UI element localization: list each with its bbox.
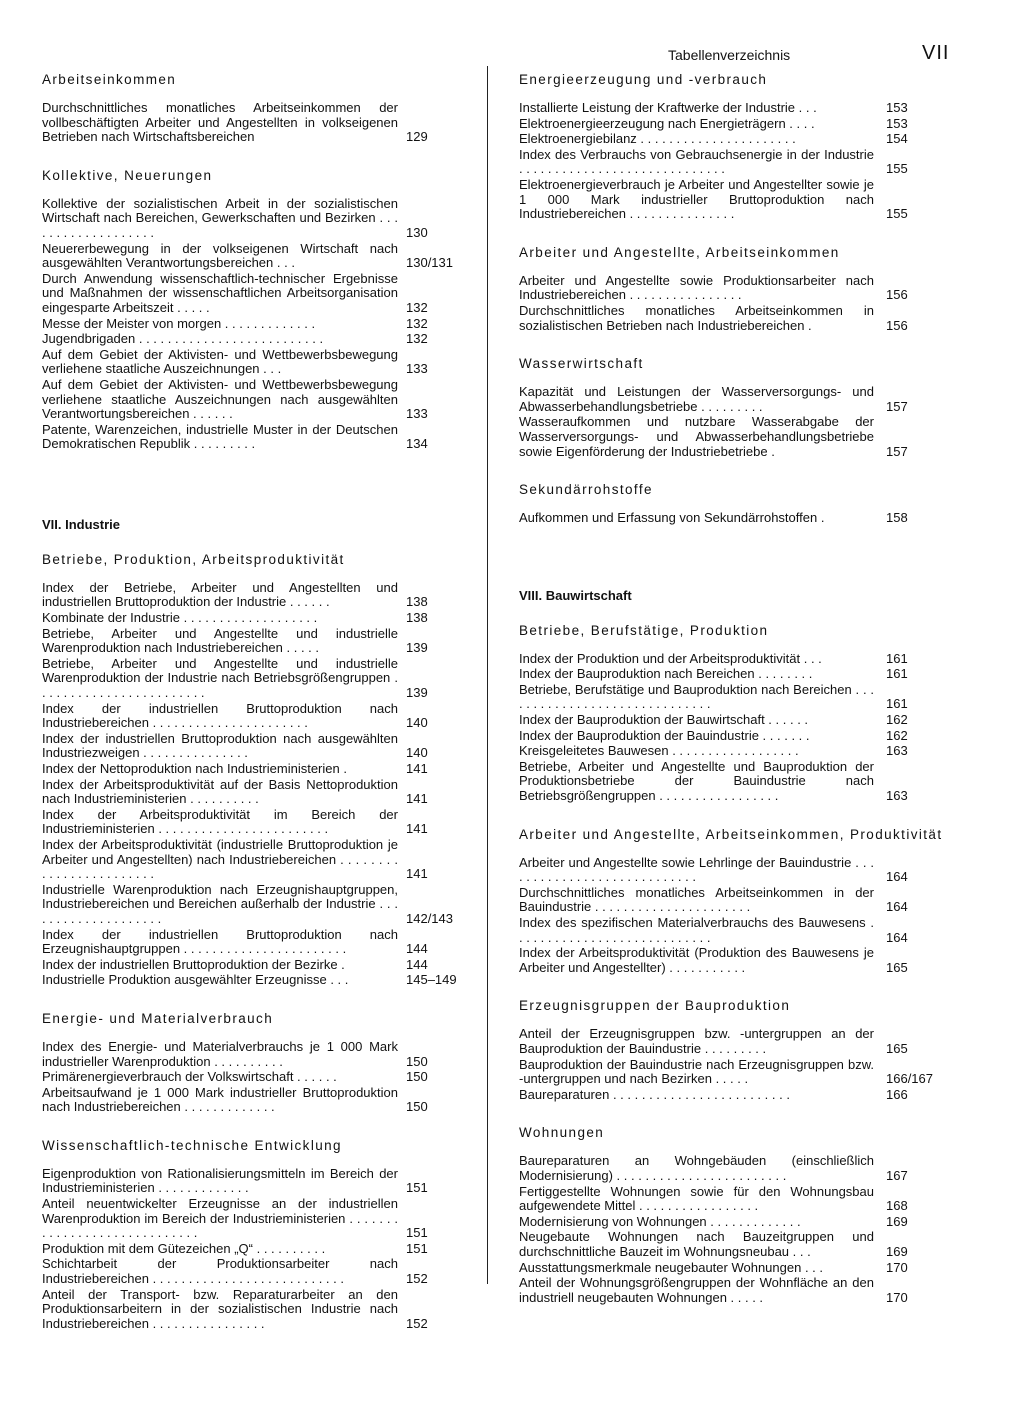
entry-page-ref: 169 <box>886 1243 908 1259</box>
entry-page-ref: 151 <box>406 1225 428 1241</box>
toc-entry <box>519 415 944 459</box>
toc-entry <box>42 958 472 973</box>
section-spacer <box>519 976 944 984</box>
running-header-title: Tabellenverzeichnis <box>668 47 791 63</box>
entry-page-ref: 151 <box>406 1240 428 1256</box>
section-heading: Wasserwirtschaft <box>519 356 644 372</box>
entry-title: Bauproduktion der Bauindustrie nach Erzeugnisgruppen bzw. -untergruppen und nach Bezirken . . . . . <box>519 1056 874 1087</box>
toc-entry <box>519 1261 944 1276</box>
toc-entry <box>42 732 472 761</box>
toc-entry <box>519 744 944 759</box>
entry-page-ref: 166 <box>886 1086 908 1102</box>
toc-entry <box>519 117 944 132</box>
entry-title: Anteil neuentwickelter Erzeugnisse an der industriellen Warenproduktion im Bereich der Industrieministerien . . . . . . . . . . . . . . . . . . . . . . . . . . . . . <box>42 1196 398 1241</box>
toc-entry <box>42 1242 472 1257</box>
toc-entry <box>42 778 472 807</box>
section-heading: Arbeiter und Angestellte, Arbeitseinkommen, Produktivität <box>519 826 943 842</box>
entry-title: Kreisgeleitetes Bauwesen . . . . . . . . . . . . . . . . . . <box>519 743 799 759</box>
entry-title: Kollektive der sozialistischen Arbeit in der sozialistischen Wirtschaft nach Bereichen, Gewerkschaften und Bezirken . . . . . . . . . . . . . . . . . . . <box>42 195 398 240</box>
entry-page-ref: 163 <box>886 788 908 804</box>
toc-section <box>519 1125 944 1314</box>
toc-section <box>42 1138 472 1341</box>
toc-entry <box>519 1215 944 1230</box>
entry-title: Auf dem Gebiet der Aktivisten- und Wettbewerbsbewegung verliehene staatliche Auszeichnungen nach ausgewählten Verantwortungsbereichen . . . . . . <box>42 376 398 422</box>
toc-entry <box>519 132 944 147</box>
entry-title: Betriebe, Arbeiter und Angestellte und industrielle Warenproduktion der Industrie nach Betriebsgrößengruppen . . . . . . . . . . . . . . . . . . . . . . . . <box>42 655 398 701</box>
entry-page-ref: 144 <box>406 941 428 957</box>
part-heading: VII. Industrie <box>42 516 121 532</box>
toc-entry <box>42 808 472 837</box>
toc-entry <box>519 1088 944 1103</box>
toc-entry <box>519 1027 944 1056</box>
toc-entry <box>42 348 472 377</box>
toc-entry <box>519 856 944 885</box>
entry-title: Index der Bauproduktion der Bauwirtschaft . . . . . . <box>519 712 809 728</box>
toc-entry <box>42 581 472 610</box>
entry-page-ref: 155 <box>886 206 908 222</box>
toc-entry <box>519 667 944 682</box>
toc-entry <box>42 1070 472 1085</box>
entry-title: Auf dem Gebiet der Aktivisten- und Wettbewerbsbewegung verliehene staatliche Auszeichnungen . . . <box>42 346 398 377</box>
toc-entry <box>519 385 944 414</box>
section-spacer <box>42 1116 472 1124</box>
entry-title: Index der Produktion und der Arbeitsproduktivität . . . <box>519 650 822 666</box>
toc-entry <box>42 317 472 332</box>
toc-entry <box>42 973 472 988</box>
toc-entry <box>42 1167 472 1196</box>
toc-section <box>519 827 944 985</box>
section-heading: Kollektive, Neuerungen <box>42 167 213 183</box>
toc-entry <box>519 1058 944 1087</box>
section-spacer <box>519 460 944 468</box>
entry-page-ref: 150 <box>406 1069 428 1085</box>
entry-title: Elektroenergiebilanz . . . . . . . . . . . . . . . . . . . . . . <box>519 131 796 147</box>
entry-page-ref: 157 <box>886 443 908 459</box>
entry-page-ref: 166/167 <box>886 1071 933 1087</box>
entry-page-ref: 156 <box>886 287 908 303</box>
entry-page-ref: 142/143 <box>406 910 453 926</box>
toc-entry <box>42 197 472 241</box>
entry-title: Index der Bauproduktion der Bauindustrie . . . . . . . <box>519 727 810 743</box>
entry-title: Anteil der Transport- bzw. Reparaturarbeiter an den Produktionsarbeitern in der sozialistischen Industrie nach Industriebereichen . . . . . . . . . . . . . . . . <box>42 1286 398 1331</box>
entry-title: Index des Energie- und Materialverbrauchs je 1 000 Mark industrieller Warenproduktion . . . . . . . . . . <box>42 1038 398 1069</box>
toc-section <box>42 72 472 154</box>
entry-page-ref: 141 <box>406 791 428 807</box>
section-spacer <box>519 334 944 342</box>
entry-title: Index der Arbeitsproduktivität (Produktion des Bauwesens je Arbeiter und Angestellter) . . . . . . . . . . . <box>519 945 874 975</box>
entry-page-ref: 132 <box>406 331 428 347</box>
entry-page-ref: 158 <box>886 510 908 526</box>
entry-page-ref: 167 <box>886 1167 908 1183</box>
toc-section <box>42 168 472 461</box>
toc-entry <box>519 713 944 728</box>
entry-title: Arbeitsaufwand je 1 000 Mark industrieller Bruttoproduktion nach Industriebereichen . . . . . . . . . . . . . <box>42 1084 398 1115</box>
section-heading: Sekundärrohstoffe <box>519 482 653 498</box>
entry-title: Eigenproduktion von Rationalisierungsmitteln im Bereich der Industrieministerien . . . . . . . . . . . . . <box>42 1165 398 1196</box>
entry-title: Produktion mit dem Gütezeichen „Q“ . . . . . . . . . . <box>42 1240 326 1256</box>
toc-entry <box>42 611 472 626</box>
toc-entry <box>42 627 472 656</box>
entry-title: Wasseraufkommen und nutzbare Wasserabgabe der Wasserversorgungs- und Abwasserbehandlungsbetriebe sowie Eigenförderung der Industriebetriebe . <box>519 414 874 459</box>
entry-title: Neuererbewegung in der volkseigenen Wirtschaft nach ausgewählten Verantwortungsbereichen . . . <box>42 240 398 271</box>
entry-page-ref: 165 <box>886 1040 908 1056</box>
entry-title: Baureparaturen an Wohngebäuden (einschließlich Modernisierung) . . . . . . . . . . . . . . . . . . . . . . . . <box>519 1153 874 1183</box>
entry-page-ref: 170 <box>886 1259 908 1275</box>
entry-title: Index der industriellen Bruttoproduktion nach Industriebereichen . . . . . . . . . . . . . . . . . . . . . . <box>42 700 398 731</box>
section-spacer <box>42 989 472 997</box>
toc-entry <box>519 178 944 222</box>
entry-title: Elektroenergieerzeugung nach Energieträgern . . . . <box>519 115 815 131</box>
entry-title: Index des spezifischen Materialverbrauchs des Bauwesens . . . . . . . . . . . . . . . . . . . . . . . . . . . . <box>519 915 874 945</box>
toc-entry <box>42 1040 472 1069</box>
entry-page-ref: 138 <box>406 610 428 626</box>
toc-entry <box>519 101 944 116</box>
section-spacer <box>519 805 944 813</box>
entry-title: Arbeiter und Angestellte sowie Lehrlinge der Bauindustrie . . . . . . . . . . . . . . . . . . . . . . . . . . . . <box>519 854 874 885</box>
entry-page-ref: 155 <box>886 161 908 177</box>
section-spacer <box>519 527 944 535</box>
toc-entry <box>519 1185 944 1214</box>
section-spacer <box>42 146 472 154</box>
entry-page-ref: 141 <box>406 866 428 882</box>
entry-page-ref: 134 <box>406 436 428 452</box>
entry-title: Durch Anwendung wissenschaftlich-technischer Ergebnisse und Maßnahmen der wissenschaftlichen Arbeitsorganisation eingesparte Arbeitszeit . . . . . <box>42 270 398 315</box>
entry-title: Ausstattungsmerkmale neugebauter Wohnungen . . . <box>519 1259 824 1275</box>
toc-section <box>519 482 944 535</box>
entry-title: Patente, Warenzeichen, industrielle Muster in der Deutschen Demokratischen Republik . . . . . . . . . <box>42 421 398 452</box>
entry-page-ref: 129 <box>406 129 428 145</box>
toc-entry <box>42 378 472 422</box>
entry-title: Messe der Meister von morgen . . . . . . . . . . . . . <box>42 315 316 331</box>
entry-page-ref: 157 <box>886 398 908 414</box>
entry-title: Index der industriellen Bruttoproduktion nach Erzeugnishauptgruppen . . . . . . . . . . . . . . . . . . . . . . . <box>42 926 398 957</box>
entry-title: Index der Nettoproduktion nach Industrieministerien . <box>42 761 347 776</box>
entry-title: Kapazität und Leistungen der Wasserversorgungs- und Abwasserbehandlungsbetriebe . . . . . . . . . <box>519 384 874 414</box>
entry-title: Modernisierung von Wohnungen . . . . . . . . . . . . . <box>519 1213 801 1229</box>
entry-page-ref: 151 <box>406 1180 428 1196</box>
section-heading: Energie- und Materialverbrauch <box>42 1010 274 1026</box>
toc-entry <box>42 1257 472 1286</box>
entry-title: Index der industriellen Bruttoproduktion der Bezirke . <box>42 956 345 972</box>
toc-entry <box>42 1086 472 1115</box>
toc-section <box>519 356 944 468</box>
entry-page-ref: 152 <box>406 1271 428 1287</box>
section-spacer <box>42 453 472 461</box>
toc-entry <box>519 511 944 526</box>
entry-page-ref: 161 <box>886 696 908 712</box>
entry-title: Kombinate der Industrie . . . . . . . . . . . . . . . . . . . <box>42 610 318 626</box>
part-heading: VIII. Bauwirtschaft <box>519 587 632 603</box>
entry-title: Durchschnittliches monatliches Arbeitseinkommen der vollbeschäftigten Arbeiter und Angestellten in volkseigenen Betrieben nach Wirtschaftsbereichen <box>42 100 398 145</box>
section-heading: Arbeitseinkommen <box>42 72 177 87</box>
entry-page-ref: 141 <box>406 821 428 837</box>
toc-entry <box>519 916 944 945</box>
entry-title: Index des Verbrauchs von Gebrauchsenergie in der Industrie . . . . . . . . . . . . . . . . . . . . . . . . . . . . . <box>519 146 874 177</box>
toc-entry <box>519 886 944 915</box>
entry-page-ref: 170 <box>886 1289 908 1305</box>
page-number: VII <box>922 42 950 64</box>
section-heading: Betriebe, Produktion, Arbeitsproduktivität <box>42 551 345 567</box>
entry-page-ref: 139 <box>406 685 428 701</box>
entry-page-ref: 133 <box>406 361 428 377</box>
entry-page-ref: 152 <box>406 1315 428 1331</box>
toc-entry <box>42 838 472 882</box>
section-heading: Erzeugnisgruppen der Bauproduktion <box>519 998 791 1014</box>
entry-title: Primärenergieverbrauch der Volkswirtschaft . . . . . . <box>42 1069 337 1085</box>
toc-entry <box>42 928 472 957</box>
section-heading: Betriebe, Berufstätige, Produktion <box>519 622 769 638</box>
section-heading: Wohnungen <box>519 1125 605 1141</box>
entry-page-ref: 169 <box>886 1213 908 1229</box>
toc-entry <box>519 1154 944 1183</box>
entry-page-ref: 138 <box>406 594 428 610</box>
entry-title: Index der Arbeitsproduktivität (industrielle Bruttoproduktion je Arbeiter und Angestellten) nach Industriebereichen . . . . . . . . . . . . . . . . . . . . . . . . <box>42 836 398 882</box>
left-column <box>42 72 472 1340</box>
entry-page-ref: 130 <box>406 224 428 240</box>
toc-entry <box>42 883 472 927</box>
entry-title: Industrielle Produktion ausgewählter Erzeugnisse . . . <box>42 972 349 988</box>
toc-entry <box>42 423 472 452</box>
toc-entry <box>519 760 944 804</box>
toc-entry <box>519 652 944 667</box>
entry-page-ref: 164 <box>886 929 908 945</box>
entry-title: Baureparaturen . . . . . . . . . . . . . . . . . . . . . . . . . <box>519 1086 790 1102</box>
entry-page-ref: 132 <box>406 299 428 315</box>
toc-section <box>519 623 944 813</box>
entry-title: Elektroenergieverbrauch je Arbeiter und Angestellter sowie je 1 000 Mark industrieller Bruttoproduktion nach Industriebereichen . . . . . . . . . . . . . . . <box>519 176 874 222</box>
entry-page-ref: 132 <box>406 315 428 331</box>
toc-section <box>519 998 944 1111</box>
entry-page-ref: 141 <box>406 761 428 776</box>
entry-title: Index der Betriebe, Arbeiter und Angestellten und industriellen Bruttoproduktion der Industrie . . . . . . <box>42 579 398 610</box>
toc-section <box>519 245 944 342</box>
section-heading: Wissenschaftlich-technische Entwicklung <box>42 1137 342 1153</box>
entry-page-ref: 153 <box>886 115 908 131</box>
entry-title: Betriebe, Berufstätige und Bauproduktion nach Bereichen . . . . . . . . . . . . . . . . . . . . . . . . . . . . . . <box>519 681 874 712</box>
section-spacer <box>42 1332 472 1340</box>
entry-page-ref: 164 <box>886 899 908 915</box>
toc-entry <box>42 657 472 701</box>
entry-page-ref: 150 <box>406 1099 428 1115</box>
toc-entry <box>519 683 944 712</box>
entry-page-ref: 161 <box>886 650 908 666</box>
section-spacer <box>519 223 944 231</box>
toc-entry <box>42 1288 472 1332</box>
section-heading: Energieerzeugung und -verbrauch <box>519 72 768 87</box>
entry-title: Installierte Leistung der Kraftwerke der Industrie . . . <box>519 100 817 115</box>
entry-page-ref: 130/131 <box>406 255 453 271</box>
entry-page-ref: 144 <box>406 956 428 972</box>
toc-section <box>519 72 944 231</box>
toc-section <box>42 552 472 997</box>
entry-page-ref: 140 <box>406 745 428 761</box>
entry-title: Betriebe, Arbeiter und Angestellte und Bauproduktion der Produktionsbetriebe der Bauindustrie nach Betriebsgrößengruppen . . . . . . . . . . . . . . . . . <box>519 758 874 804</box>
entry-page-ref: 140 <box>406 715 428 731</box>
entry-title: Anteil der Wohnungsgrößengruppen der Wohnfläche an den industriell neugebauten Wohnungen . . . . . <box>519 1275 874 1305</box>
toc-section <box>42 1011 472 1124</box>
toc-entry <box>42 242 472 271</box>
toc-entry <box>519 304 944 333</box>
entry-page-ref: 164 <box>886 869 908 885</box>
entry-title: Industrielle Warenproduktion nach Erzeugnishauptgruppen, Industriebereichen und Bereichen außerhalb der Industrie . . . . . . . . . . . . . . . . . . . . <box>42 881 398 926</box>
section-spacer <box>519 1306 944 1314</box>
section-spacer <box>519 1103 944 1111</box>
entry-title: Index der Arbeitsproduktivität auf der Basis Nettoproduktion nach Industrieministerien . . . . . . . . . . <box>42 776 398 807</box>
entry-title: Schichtarbeit der Produktionsarbeiter nach Industriebereichen . . . . . . . . . . . . . . . . . . . . . . . . . . . <box>42 1256 398 1287</box>
toc-entry <box>519 274 944 303</box>
entry-title: Jugendbrigaden . . . . . . . . . . . . . . . . . . . . . . . . . . <box>42 331 324 347</box>
toc-entry <box>42 272 472 316</box>
entry-page-ref: 156 <box>886 317 908 333</box>
toc-entry <box>42 762 472 777</box>
entry-title: Betriebe, Arbeiter und Angestellte und industrielle Warenproduktion nach Industriebereichen . . . . . <box>42 625 398 656</box>
right-column <box>519 72 944 1314</box>
entry-page-ref: 163 <box>886 743 908 759</box>
entry-page-ref: 162 <box>886 727 908 743</box>
entry-title: Anteil der Erzeugnisgruppen bzw. -untergruppen an der Bauproduktion der Bauindustrie . . . . . . . . . <box>519 1026 874 1056</box>
toc-entry <box>42 101 472 145</box>
entry-title: Durchschnittliches monatliches Arbeitseinkommen in sozialistischen Betrieben nach Industriebereichen . <box>519 302 874 333</box>
column-divider <box>487 66 488 1284</box>
toc-entry <box>519 946 944 975</box>
entry-title: Arbeiter und Angestellte sowie Produktionsarbeiter nach Industriebereichen . . . . . . . . . . . . . . . . <box>519 272 874 303</box>
entry-page-ref: 161 <box>886 666 908 682</box>
entry-title: Index der Arbeitsproduktivität im Bereich der Industrieministerien . . . . . . . . . . . . . . . . . . . . . . . . <box>42 806 398 837</box>
toc-entry <box>519 148 944 177</box>
entry-page-ref: 162 <box>886 712 908 728</box>
toc-entry <box>519 1230 944 1259</box>
entry-title: Neugebaute Wohnungen nach Bauzeitgruppen und durchschnittliche Bauzeit im Wohnungsneubau . . . <box>519 1229 874 1259</box>
toc-entry <box>42 1197 472 1241</box>
toc-entry <box>519 1276 944 1305</box>
entry-title: Durchschnittliches monatliches Arbeitseinkommen in der Bauindustrie . . . . . . . . . . . . . . . . . . . . . . <box>519 884 874 915</box>
entry-page-ref: 133 <box>406 406 428 422</box>
toc-entry <box>519 729 944 744</box>
entry-page-ref: 153 <box>886 100 908 115</box>
toc-entry <box>42 332 472 347</box>
entry-page-ref: 145–149 <box>406 972 457 988</box>
toc-entry <box>42 702 472 731</box>
section-heading: Arbeiter und Angestellte, Arbeitseinkommen <box>519 244 840 260</box>
entry-title: Index der industriellen Bruttoproduktion nach ausgewählten Industriezweigen . . . . . . . . . . . . . . . <box>42 730 398 761</box>
entry-page-ref: 154 <box>886 131 908 147</box>
entry-title: Aufkommen und Erfassung von Sekundärrohstoffen . <box>519 510 825 526</box>
entry-title: Fertiggestellte Wohnungen sowie für den Wohnungsbau aufgewendete Mittel . . . . . . . . . . . . . . . . . <box>519 1183 874 1214</box>
entry-page-ref: 139 <box>406 640 428 656</box>
entry-page-ref: 168 <box>886 1198 908 1214</box>
entry-page-ref: 165 <box>886 959 908 975</box>
entry-page-ref: 150 <box>406 1053 428 1069</box>
entry-title: Index der Bauproduktion nach Bereichen . . . . . . . . <box>519 666 813 682</box>
